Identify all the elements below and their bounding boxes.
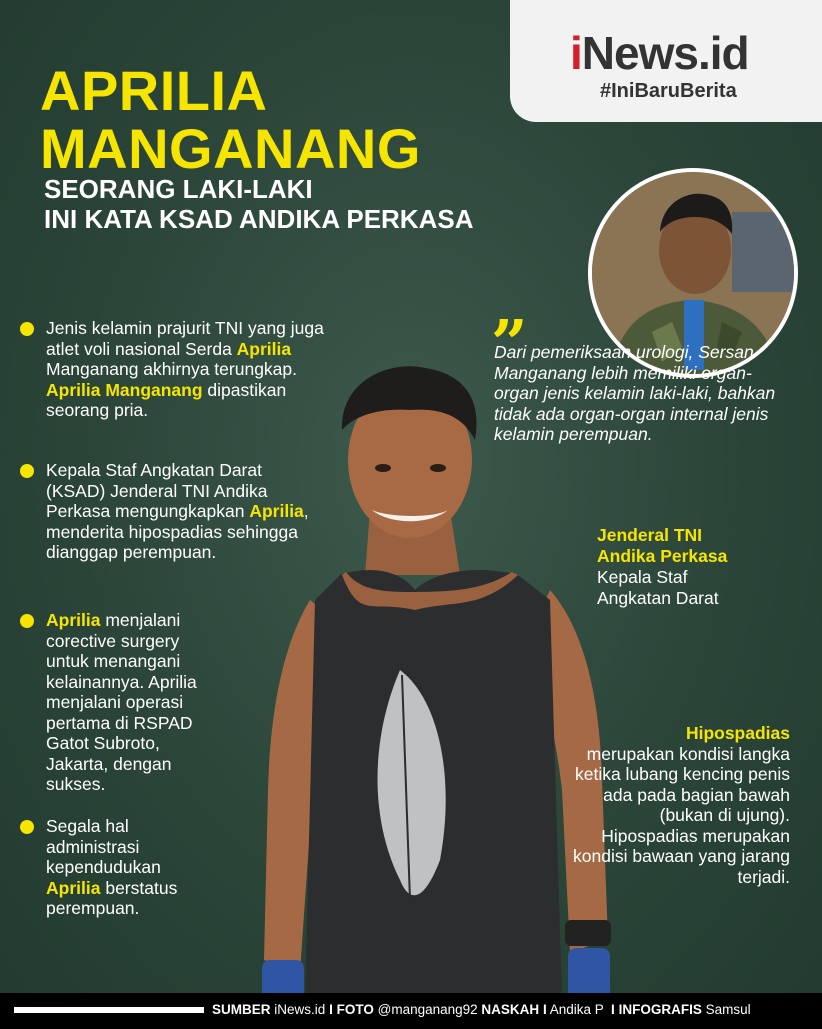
subheadline <box>44 174 473 234</box>
fact-text-run: berstatus perempuan. <box>46 877 178 918</box>
fact-text-run: Jenis kelamin prajurit TNI yang juga atlet voli nasional Serda <box>46 318 324 359</box>
attribution-role-line-2: Angkatan Darat <box>597 588 719 608</box>
bullet-dot-icon <box>20 322 34 336</box>
highlight-text: Aprilia <box>249 501 304 521</box>
fact-text-run: Manganang akhirnya terungkap. <box>46 359 298 379</box>
headline-line-2: MANGANANG <box>40 117 421 180</box>
fact-item <box>20 610 226 795</box>
inews-logo[interactable]: iNews.id <box>570 27 749 79</box>
highlight-text: Aprilia <box>46 877 101 898</box>
highlight-text: Aprilia Manganang <box>46 379 203 400</box>
quote-attribution <box>597 525 817 609</box>
highlight-text: Aprilia <box>236 338 292 359</box>
attribution-name-line-1: Jenderal TNI <box>597 525 703 545</box>
bullet-dot-icon <box>20 614 34 628</box>
brand-tagline: #IniBaruBerita <box>600 80 737 102</box>
fact-text-run: Segala hal administrasi kependudukan <box>46 816 161 877</box>
headline <box>40 59 421 180</box>
bullet-dot-icon <box>20 464 34 478</box>
quote-text: Dari pemeriksaan urologi, Sersan Manganang lebih memiliki organ-organ jenis kelamin laki-laki, bahkan tidak ada organ-organ internal jenis kelamin perempuan. <box>494 342 776 444</box>
fact-item <box>20 816 196 919</box>
headline-line-1: APRILIA <box>40 59 268 122</box>
subheadline-line-1: SEORANG LAKI-LAKI <box>44 174 313 204</box>
hipospadias-text: merupakan kondisi langka ketika lubang kencing penis ada pada bagian bawah (bukan di ujung). Hipospadias merupakan kondisi bawaan yang jarang terjadi. <box>573 743 790 887</box>
fact-text <box>46 816 177 918</box>
fact-text-run: , menderita hipospadias sehingga dianggap perempuan. <box>46 501 309 562</box>
quote-mark-icon: „ <box>492 270 529 345</box>
highlight-text: Aprilia <box>46 610 101 630</box>
credits-footer <box>0 993 822 1029</box>
footer-divider <box>14 1007 204 1013</box>
attribution-name-line-2: Andika Perkasa <box>597 546 728 566</box>
brand-header <box>510 0 822 122</box>
subheadline-line-2: INI KATA KSAD ANDIKA PERKASA <box>44 204 474 234</box>
fact-text-run: dipastikan seorang pria. <box>46 379 287 420</box>
hipospadias-definition <box>560 723 790 887</box>
hipospadias-term: Hipospadias <box>685 723 790 743</box>
bullet-dot-icon <box>20 820 34 834</box>
athlete-photo <box>250 360 620 1000</box>
fact-text-run: menjalani corective surgery untuk menangani kelainannya. Aprilia menjalani operasi pertama di RSPAD Gatot Subroto, Jakarta, dengan sukses. <box>46 610 197 794</box>
credits-line: SUMBER iNews.id I FOTO @manganang92 NASKAH I Andika P I INFOGRAFIS Samsul <box>212 1002 751 1017</box>
fact-text-run: Kepala Staf Angkatan Darat (KSAD) Jenderal TNI Andika Perkasa mengungkapkan <box>46 460 268 521</box>
attribution-role-line-1: Kepala Staf <box>597 567 688 587</box>
fact-text <box>46 610 197 794</box>
